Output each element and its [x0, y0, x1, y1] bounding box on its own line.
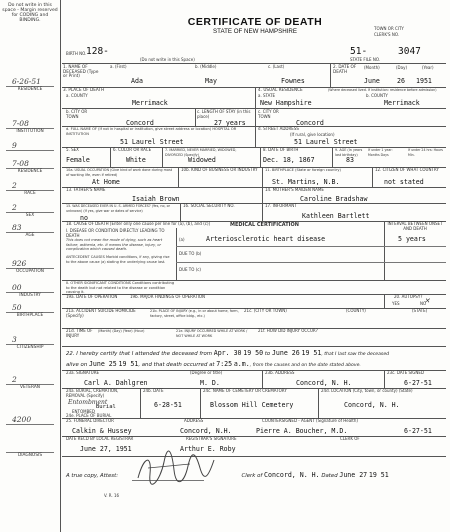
- clerk-signature-scribble: [130, 448, 220, 488]
- state-label: a. STATE: [258, 93, 276, 98]
- certify-ampm: a.m.: [233, 360, 250, 368]
- occupation-label: 10a. USUAL OCCUPATION (Give kind of work done during most of working life, even if retired): [66, 168, 173, 177]
- margin-label: SEX: [25, 213, 35, 218]
- margin-label: AGE: [25, 233, 35, 238]
- rule: [180, 203, 181, 221]
- father-label: 13. FATHER'S NAME: [66, 187, 106, 192]
- age-label: 9. AGE (In years last birthday): [335, 148, 363, 157]
- rule: [262, 187, 263, 203]
- time-label: 21d. TIME OF INJURY: [66, 328, 93, 338]
- day-label: (Day): [396, 65, 408, 70]
- rule: [200, 388, 201, 418]
- margin-annotation: 9: [12, 141, 17, 150]
- res-state: New Hampshire: [260, 99, 312, 107]
- rule: [110, 147, 111, 167]
- hospital: 51 Laurel Street: [120, 138, 184, 146]
- degree-label: (Degree or title): [190, 370, 223, 375]
- antecedent-label: ANTECEDENT CAUSES Morbid conditions, if any, giving rise to the above cause (a) stating the underlying cause last.: [66, 255, 170, 264]
- findings-label: 19b. MAJOR FINDINGS OF OPERATION: [130, 294, 205, 299]
- occurred-label: 21e. INJURY OCCURRED WHILE AT WORK / NOT WHILE AT WORK: [176, 329, 248, 338]
- accident-label: 21a. ACCIDENT SUICIDE HOMICIDE (Specify): [66, 308, 136, 318]
- injury-county-label: (COUNTY): [346, 308, 366, 313]
- burial-label: 24a. BURIAL, CREMATION, REMOVAL (Specify): [66, 388, 119, 398]
- rule: [384, 370, 385, 388]
- state-file-value: 3047: [398, 46, 421, 57]
- injury-place-label: 21b. PLACE OF INJURY (e.g., in or about home, farm, factory, street, office bldg., etc.): [150, 309, 239, 318]
- rule: [62, 294, 446, 295]
- first-name: Ada: [131, 77, 143, 85]
- margin-label: OCCUPATION: [16, 269, 44, 274]
- county-label: a. COUNTY: [66, 93, 88, 98]
- year-label: (Year): [422, 65, 434, 70]
- res-city-label: c. CITY OR TOWN: [258, 109, 279, 119]
- age: 83: [346, 156, 354, 164]
- certify-time: 7:25: [216, 360, 233, 368]
- mother: Caroline Bradshaw: [300, 195, 368, 203]
- last-label: c. (Last): [268, 64, 285, 69]
- state-file-prefix: 51-: [350, 46, 368, 57]
- margin-annotation: 50: [12, 303, 22, 312]
- part2-label: II. OTHER SIGNIFICANT CONDITIONS Conditions contributing to the death but not related to the disease or condition causing it.: [66, 281, 175, 294]
- medical-heading: MEDICAL CERTIFICATION: [230, 222, 299, 228]
- due-c-label: DUE TO (c): [179, 267, 201, 272]
- margin-label: VETERAN: [20, 385, 40, 390]
- how-label: 21f. HOW DID INJURY OCCUR?: [258, 328, 318, 333]
- clerk-of-text: Clerk of: [241, 473, 263, 479]
- margin-label: CITIZENSHIP: [16, 345, 44, 350]
- rule: [372, 167, 373, 187]
- part1-label: I. DISEASE OR CONDITION DIRECTLY LEADING TO DEATH: [66, 228, 165, 238]
- birthplace-label: 11. BIRTHPLACE (State or foreign country): [265, 168, 341, 172]
- last-name: Fownes: [281, 77, 305, 85]
- degree: M. D.: [200, 379, 220, 387]
- rule: [255, 87, 256, 147]
- birth-no-value: 128-: [86, 46, 109, 57]
- margin-label: INSTITUTION: [16, 129, 44, 134]
- injury-city-label: 21c. (CITY OR TOWN): [244, 308, 287, 313]
- dated-year: 19 51: [368, 471, 389, 479]
- occupation: At Home: [92, 178, 120, 186]
- interval-a: 5 years: [398, 235, 426, 243]
- father: Isaiah Brown: [132, 195, 180, 203]
- certify-text-a: 22. I hereby certify that I attended the deceased from: [66, 351, 212, 357]
- birth-no-label: BIRTH NO.: [66, 51, 87, 56]
- stay: 27 years: [214, 119, 246, 127]
- margin-annotation: 2: [12, 375, 17, 384]
- location: Concord, N. H.: [344, 401, 400, 409]
- marital: Widowed: [188, 156, 216, 164]
- citizen: not stated: [384, 178, 424, 186]
- clerk-place: Concord, N. H.: [264, 471, 320, 479]
- birthplace: St. Martins, N.B.: [272, 178, 340, 186]
- middle-name: May: [205, 77, 217, 85]
- form-subtitle: STATE OF NEW HAMPSHIRE: [213, 28, 297, 35]
- city-label: b. CITY OR TOWN: [66, 109, 88, 119]
- form-title: CERTIFICATE OF DEATH: [187, 16, 323, 28]
- dated-value: June 27: [339, 471, 368, 479]
- street-note: (If rural, give location): [290, 132, 335, 137]
- margin-label: RACE: [24, 191, 36, 196]
- margin-annotation: 4200: [12, 415, 32, 424]
- funeral-label: 25. FUNERAL DIRECTOR: [66, 418, 114, 423]
- first-label: a. (First): [110, 64, 127, 69]
- signature-label: 23a. SIGNATURE: [66, 370, 99, 375]
- death-month: June: [364, 77, 380, 85]
- color-label: 6. COLOR OR RACE: [113, 147, 152, 152]
- address-label: 23b. ADDRESS: [265, 370, 295, 375]
- cemetery: Blossom Hill Cemetery: [210, 401, 294, 409]
- rule: [176, 262, 446, 263]
- middle-label: b. (Middle): [195, 64, 217, 69]
- burial-handwritten: Entombment: [68, 399, 108, 406]
- cause-a: Arteriosclerotic heart disease: [206, 235, 326, 243]
- margin-annotation: 7-08: [12, 119, 29, 128]
- sex-label: 5. SEX: [66, 147, 79, 152]
- margin-annotation: 2: [12, 181, 17, 190]
- rule: [62, 108, 446, 109]
- certify-text-c: , that I last saw the deceased: [321, 352, 390, 357]
- rule: [332, 147, 333, 167]
- ssn-label: 16. SOCIAL SECURITY NO.: [183, 203, 235, 208]
- rule: [178, 167, 179, 187]
- mother-label: 14. MOTHER'S MAIDEN NAME: [265, 187, 324, 192]
- location-label: 24d. LOCATION (City, town, or county) (State): [321, 388, 413, 393]
- hospital-label: d. FULL NAME OF (If not in hospital or institution, give street address or location) HOSPITAL OR INSTITUTION: [66, 127, 237, 136]
- armed: no: [80, 214, 88, 222]
- town-or-city-label: TOWN OR CITY: [374, 26, 404, 31]
- form-code: V. R. 16: [104, 493, 120, 498]
- margin-rule: [6, 424, 54, 425]
- margin-label: DIAGNOSIS: [17, 453, 43, 458]
- informant: Kathleen Bartlett: [302, 212, 370, 220]
- margin-rule: [6, 150, 54, 151]
- rule: [262, 370, 263, 388]
- certify-from-year: 19 50: [243, 349, 264, 357]
- armed-label: 15. WAS DECEASED EVER IN U. S. ARMED FORCES? (Yes, no, or unknown) (If yes, give war or dates of service): [66, 204, 170, 213]
- usual-res-note: (Where deceased lived. If institution: residence before admission): [328, 88, 437, 92]
- rule: [176, 228, 177, 280]
- margin-label: BIRTHPLACE: [16, 313, 44, 318]
- rule: [195, 108, 196, 126]
- attest-line: [66, 472, 446, 479]
- rule: [162, 147, 163, 167]
- informant-label: 17. INFORMANT: [265, 203, 297, 208]
- sex: Female: [66, 156, 90, 164]
- rule: [62, 456, 446, 457]
- margin-label: RESIDENCE: [17, 87, 43, 92]
- res-county-label: b. COUNTY: [366, 93, 388, 98]
- industry-label: 10b. KIND OF BUSINESS OR INDUSTRY: [181, 167, 258, 172]
- fd-address-label: ADDRESS: [184, 418, 204, 423]
- part1-note: This does not mean the mode of dying, such as heart failure, asthenia, etc. It means the disease, injury, or complication which caused death.: [66, 238, 163, 251]
- due-b-label: DUE TO (b): [179, 251, 202, 256]
- clerk-of-label: CLERK OF: [340, 436, 360, 441]
- rule: [62, 346, 446, 347]
- certify-to: June 26: [271, 349, 300, 357]
- age-hr-label: If under 24 hrs: Hours Min.: [408, 148, 443, 157]
- death-city: Concord: [126, 119, 154, 127]
- rule: [260, 147, 261, 167]
- interval-label: INTERVAL BETWEEN ONSET AND DEATH: [387, 221, 443, 231]
- registrar-label: DATE RECD BY LOCAL REGISTRAR: [66, 436, 134, 441]
- rule: [384, 222, 385, 280]
- death-day: 26: [397, 77, 405, 85]
- physician-signature: Carl A. Dahlgren: [84, 379, 148, 387]
- date-signed-label: 23c. DATE SIGNED: [387, 370, 424, 375]
- funeral-director: Calkin & Hussey: [72, 427, 132, 435]
- rule: [318, 388, 319, 418]
- res-county: Merrimack: [384, 99, 420, 107]
- margin-label: INDUSTRY: [19, 293, 41, 298]
- entombed-label: ENTOMBED: [72, 409, 95, 414]
- rule: [330, 63, 331, 87]
- street-label: d. STREET ADDRESS: [258, 126, 299, 131]
- cause-label: 18. CAUSE OF DEATH [Enter only one cause per line for (a), (b), and (c)]: [66, 221, 211, 226]
- res-city: Concord: [296, 119, 324, 127]
- margin-annotation: 3: [12, 335, 17, 344]
- margin-divider: [60, 0, 61, 532]
- age-mo-label: If under 1 year: Months Days: [368, 148, 393, 157]
- due-to-a-label: (a): [179, 237, 185, 242]
- place-of-burial-label: 24e. PLACE OF BURIAL: [66, 413, 112, 418]
- cemetery-label: 24c. NAME OF CEMETERY OR CREMATORY: [203, 388, 287, 393]
- dob-label: 8. DATE OF BIRTH: [263, 147, 299, 152]
- rule: [262, 203, 263, 221]
- margin-annotation: 6-26-51: [12, 77, 41, 86]
- registrar-sig-label: REGISTRAR'S SIGNATURE: [186, 436, 237, 441]
- citizen-label: 12. CITIZEN OF WHAT COUNTRY: [375, 167, 439, 172]
- true-copy-text: A true copy, Attest:: [66, 473, 119, 479]
- certify-line-2: [66, 361, 446, 368]
- injury-state-label: (STATE): [412, 308, 428, 313]
- margin-annotation: 2: [12, 203, 17, 212]
- autopsy-no: NO: [420, 301, 427, 306]
- dated-text: Dated: [321, 473, 338, 479]
- time-units: (Month) (Day) (Year) (Hour): [98, 329, 145, 333]
- autopsy-yes: YES: [392, 301, 400, 306]
- rule: [62, 418, 446, 419]
- certify-alive-on: June 25: [88, 360, 117, 368]
- rule: [62, 187, 446, 188]
- rule: [384, 294, 385, 308]
- margin-notice: Do not write in this space - Margin reserved for CODING and BINDING.: [2, 3, 58, 23]
- autopsy-check-icon: ✕: [424, 297, 430, 305]
- do-not-write-label: (Do not write in this Space): [140, 57, 195, 62]
- certify-text-d: alive on: [66, 362, 88, 368]
- countersign-date: 6-27-51: [404, 427, 432, 435]
- dob: Dec. 18, 1867: [263, 156, 315, 164]
- autopsy-label: 20. AUTOPSY?: [394, 294, 423, 299]
- rule: [262, 167, 263, 187]
- stay-label: c. LENGTH OF STAY (in this place): [197, 109, 251, 119]
- burial-date: 6-28-51: [154, 401, 182, 409]
- countersign-label: COUNTERSIGNED - AGENT (Signature of Health): [262, 418, 358, 423]
- certify-to-year: 19 51: [301, 349, 322, 357]
- margin-annotation: 7-08: [12, 159, 29, 168]
- rule: [140, 388, 141, 418]
- state-file-label: STATE FILE NO.: [350, 57, 381, 62]
- margin-annotation: 926: [12, 259, 27, 268]
- operation-label: 19a. DATE OF OPERATION: [66, 294, 118, 299]
- certify-text-b: to: [264, 351, 271, 357]
- margin-annotation: 83: [12, 223, 22, 232]
- date-of-death-label: 2. DATE OF DEATH: [333, 64, 357, 74]
- clerk-no-label: CLERK'S NO.: [374, 32, 400, 37]
- color: White: [126, 156, 146, 164]
- usual-res-label: 4. USUAL RESIDENCE: [258, 87, 303, 92]
- marital-label: 7. MARRIED, NEVER MARRIED, WIDOWED, DIVORCED (Specify): [165, 148, 237, 157]
- death-county: Merrimack: [132, 99, 168, 107]
- fd-address: Concord, N.H.: [180, 427, 232, 435]
- certify-from: Apr. 30: [213, 349, 242, 357]
- res-street: 51 Laurel Street: [294, 138, 358, 146]
- certify-alive-year: 19 51: [118, 360, 139, 368]
- name-label: 1. NAME OF DECEASED (Type or Print): [63, 64, 99, 79]
- certify-line-1: [66, 350, 446, 357]
- margin-annotation: 00: [12, 283, 22, 292]
- registrar-date: June 27, 1951: [80, 445, 132, 453]
- place-of-death-label: 3. PLACE OF DEATH: [63, 87, 105, 92]
- rule: [176, 246, 446, 247]
- address: Concord, N. H.: [296, 379, 352, 387]
- certify-text-f: , from the causes and on the date stated above.: [249, 363, 361, 368]
- certify-text-e: , and that death occurred at: [138, 362, 215, 368]
- month-label: (Month): [364, 65, 380, 70]
- margin-label: RESIDENCE: [17, 169, 43, 174]
- burial-typed: Burial: [96, 404, 116, 410]
- death-year: 1951: [416, 77, 432, 85]
- countersign: Pierre A. Boucher, M.D.: [256, 427, 348, 435]
- date-signed: 6-27-51: [404, 379, 432, 387]
- registrar-signature: Arthur E. Roby: [180, 445, 236, 453]
- burial-date-label: 24b. DATE: [143, 388, 164, 393]
